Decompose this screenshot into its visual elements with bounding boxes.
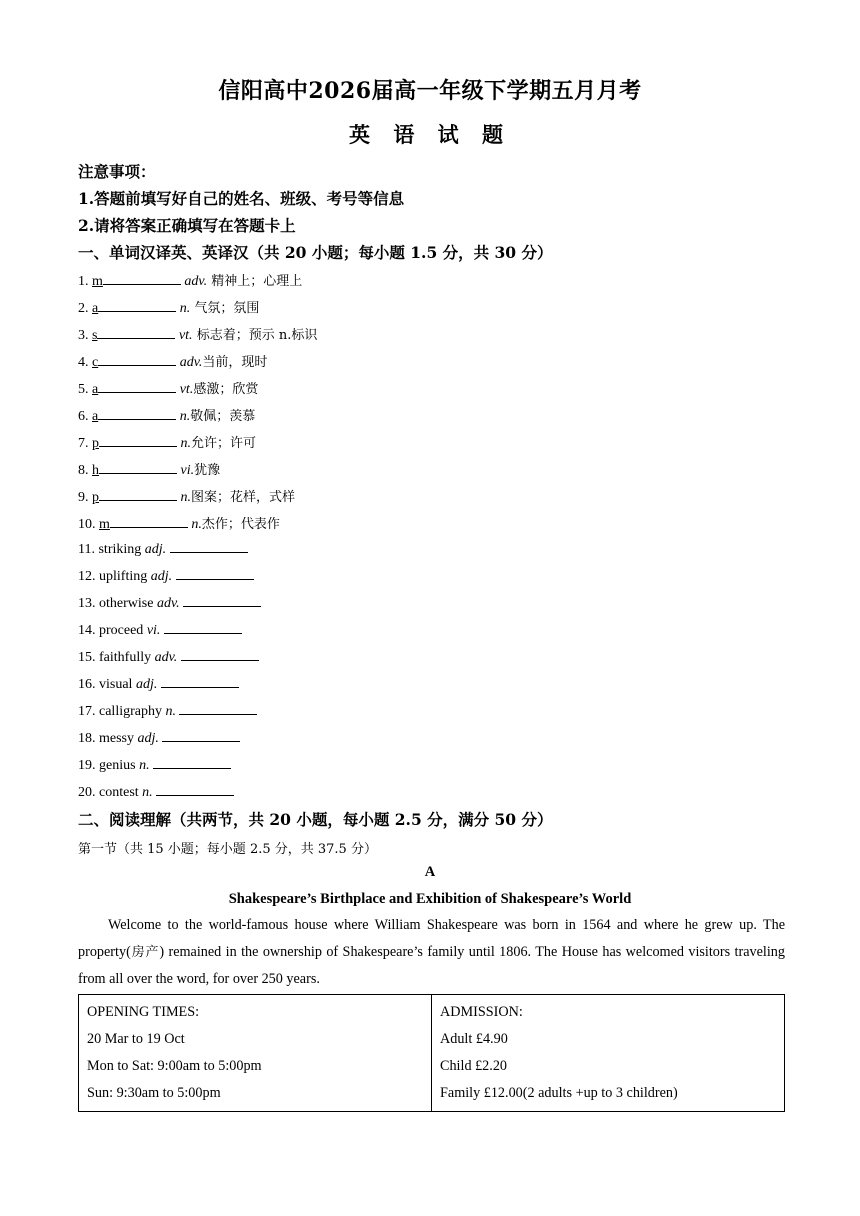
item-number: 7. [78, 436, 89, 451]
item-number: 8. [78, 463, 89, 478]
item-number: 6. [78, 409, 89, 424]
table-row: Sun: 9:30am to 5:00pm [87, 1085, 221, 1101]
item-meaning: 敬佩；羡慕 [190, 409, 256, 424]
vocab-item [78, 459, 220, 479]
item-number: 20. [78, 785, 96, 800]
item-pos: vi. [180, 463, 195, 478]
note-item: 1.答题前填写好自己的姓名、班级、考号等信息 [78, 189, 405, 208]
passage-paragraph [78, 912, 785, 993]
item-meaning: 杰作；代表作 [201, 517, 280, 532]
item-number: 18. [78, 731, 96, 746]
answer-blank [98, 380, 176, 393]
answer-blank [181, 648, 259, 661]
item-word: proceed [99, 623, 144, 638]
table-row: 20 Mar to 19 Oct [87, 1031, 185, 1047]
item-number: 3. [78, 328, 89, 343]
exam-subtitle: 英 语 试 题 [349, 122, 511, 147]
answer-blank [103, 272, 181, 285]
vocab-item [78, 621, 242, 639]
item-word: striking [98, 542, 142, 557]
vocab-item [78, 675, 239, 693]
opening-times-cell [79, 995, 432, 1112]
item-number: 10. [78, 517, 96, 532]
answer-blank [153, 756, 231, 769]
item-initial: h [92, 463, 99, 478]
item-meaning: 气氛；氛围 [190, 301, 260, 316]
item-initial: p [92, 490, 99, 505]
answer-blank [164, 621, 242, 634]
vocab-item [78, 648, 259, 666]
answer-blank [99, 434, 177, 447]
vocab-item [78, 486, 295, 506]
answer-blank [176, 567, 254, 580]
answer-blank [98, 353, 176, 366]
note-item: 2.请将答案正确填写在答题卡上 [78, 216, 296, 235]
paragraph-text: Welcome to the world-famous house where William Shakespeare was born in 1564 and where he grew up. The property( [78, 917, 785, 960]
item-pos: adj. [137, 731, 159, 746]
item-pos: adv. [184, 274, 208, 289]
item-number: 2. [78, 301, 89, 316]
item-pos: adj. [150, 569, 173, 584]
item-meaning: 精神上；心理上 [207, 274, 303, 289]
item-pos: adv. [156, 596, 180, 611]
vocab-item [78, 729, 240, 747]
answer-blank [161, 675, 239, 688]
item-pos: adv. [179, 355, 203, 370]
item-word: contest [99, 785, 139, 800]
part1-heading: 第一节（共 15 小题；每小题 2.5 分，共 37.5 分） [78, 842, 377, 857]
answer-blank [170, 540, 248, 553]
item-initial: m [92, 274, 103, 289]
table-row: Child £2.20 [440, 1058, 508, 1074]
vocab-item [78, 324, 317, 344]
item-pos: n. [139, 758, 150, 773]
admission-cell [432, 995, 785, 1112]
paragraph-gloss: 房产 [130, 945, 160, 960]
answer-blank [98, 299, 176, 312]
vocab-item [78, 783, 234, 801]
item-initial: a [92, 409, 99, 424]
item-number: 4. [78, 355, 89, 370]
item-pos: vt. [178, 328, 193, 343]
item-pos: n. [179, 301, 191, 316]
item-pos: n. [165, 704, 176, 719]
item-word: genius [99, 758, 136, 773]
section1-heading: 一、单词汉译英、英译汉（共 20 小题；每小题 1.5 分，共 30 分） [78, 243, 553, 262]
answer-blank [99, 488, 177, 501]
item-word: uplifting [99, 569, 148, 584]
answer-blank [110, 515, 188, 528]
item-number: 19. [78, 758, 96, 773]
vocab-item [78, 297, 259, 317]
item-number: 9. [78, 490, 89, 505]
answer-blank [179, 702, 257, 715]
item-number: 1. [78, 274, 89, 289]
paragraph-text: ) remained in the ownership of Shakespeare’s family until 1806. The House has welcomed visitors traveling from all over the word, for over 250 years. [78, 944, 785, 987]
item-initial: m [99, 517, 110, 532]
answer-blank [156, 783, 234, 796]
item-initial: s [92, 328, 98, 343]
item-pos: n. [179, 409, 191, 424]
answer-blank [99, 461, 177, 474]
item-number: 15. [78, 650, 96, 665]
vocab-item [78, 270, 302, 290]
item-initial: a [92, 382, 99, 397]
item-meaning: 允许；许可 [191, 436, 257, 451]
item-pos: n. [180, 436, 191, 451]
notes-heading: 注意事项： [78, 162, 156, 181]
vocab-item [78, 378, 258, 398]
item-pos: adj. [144, 542, 167, 557]
item-word: calligraphy [99, 704, 162, 719]
vocab-item [78, 567, 254, 585]
item-meaning: 感激；欣赏 [193, 382, 259, 397]
item-pos: n. [180, 490, 191, 505]
table-row: OPENING TIMES: [87, 1004, 200, 1020]
info-table [78, 994, 785, 1112]
table-row: Mon to Sat: 9:00am to 5:00pm [87, 1058, 262, 1074]
item-word: visual [99, 677, 133, 692]
answer-blank [97, 326, 175, 339]
section2-heading: 二、阅读理解（共两节，共 20 小题，每小题 2.5 分，满分 50 分） [78, 810, 553, 829]
vocab-item [78, 594, 261, 612]
passage-title: Shakespeare’s Birthplace and Exhibition of Shakespeare’s World [228, 891, 632, 907]
item-number: 14. [78, 623, 96, 638]
answer-blank [183, 594, 261, 607]
vocab-item [78, 432, 256, 452]
item-number: 17. [78, 704, 96, 719]
answer-blank [162, 729, 240, 742]
item-word: messy [99, 731, 134, 746]
item-meaning: 图案；花样，式样 [191, 490, 296, 505]
item-number: 16. [78, 677, 96, 692]
item-pos: vt. [179, 382, 194, 397]
item-number: 12. [78, 569, 96, 584]
item-number: 13. [78, 596, 96, 611]
item-pos: n. [142, 785, 153, 800]
table-row: Family £12.00(2 adults +up to 3 children) [440, 1085, 678, 1101]
vocab-item [78, 702, 257, 720]
item-initial: p [92, 436, 99, 451]
item-initial: a [92, 301, 99, 316]
item-number: 5. [78, 382, 89, 397]
item-meaning: 标志着；预示 n.标识 [192, 328, 318, 343]
table-row: ADMISSION: [440, 1004, 523, 1020]
passage-letter: A [424, 864, 436, 880]
vocab-item [78, 756, 231, 774]
vocab-item [78, 513, 280, 533]
vocab-item [78, 405, 255, 425]
item-pos: n. [191, 517, 202, 532]
answer-blank [98, 407, 176, 420]
item-number: 11. [78, 542, 95, 557]
item-pos: adj. [135, 677, 158, 692]
item-pos: adv. [154, 650, 178, 665]
item-initial: c [92, 355, 99, 370]
exam-title: 信阳高中2026届高一年级下学期五月月考 [218, 78, 642, 104]
item-meaning: 当前，现时 [202, 355, 268, 370]
item-word: otherwise [99, 596, 154, 611]
item-word: faithfully [99, 650, 152, 665]
item-meaning: 犹豫 [194, 463, 221, 478]
vocab-item [78, 540, 248, 558]
table-row: Adult £4.90 [440, 1031, 508, 1047]
item-pos: vi. [146, 623, 161, 638]
vocab-item [78, 351, 267, 371]
